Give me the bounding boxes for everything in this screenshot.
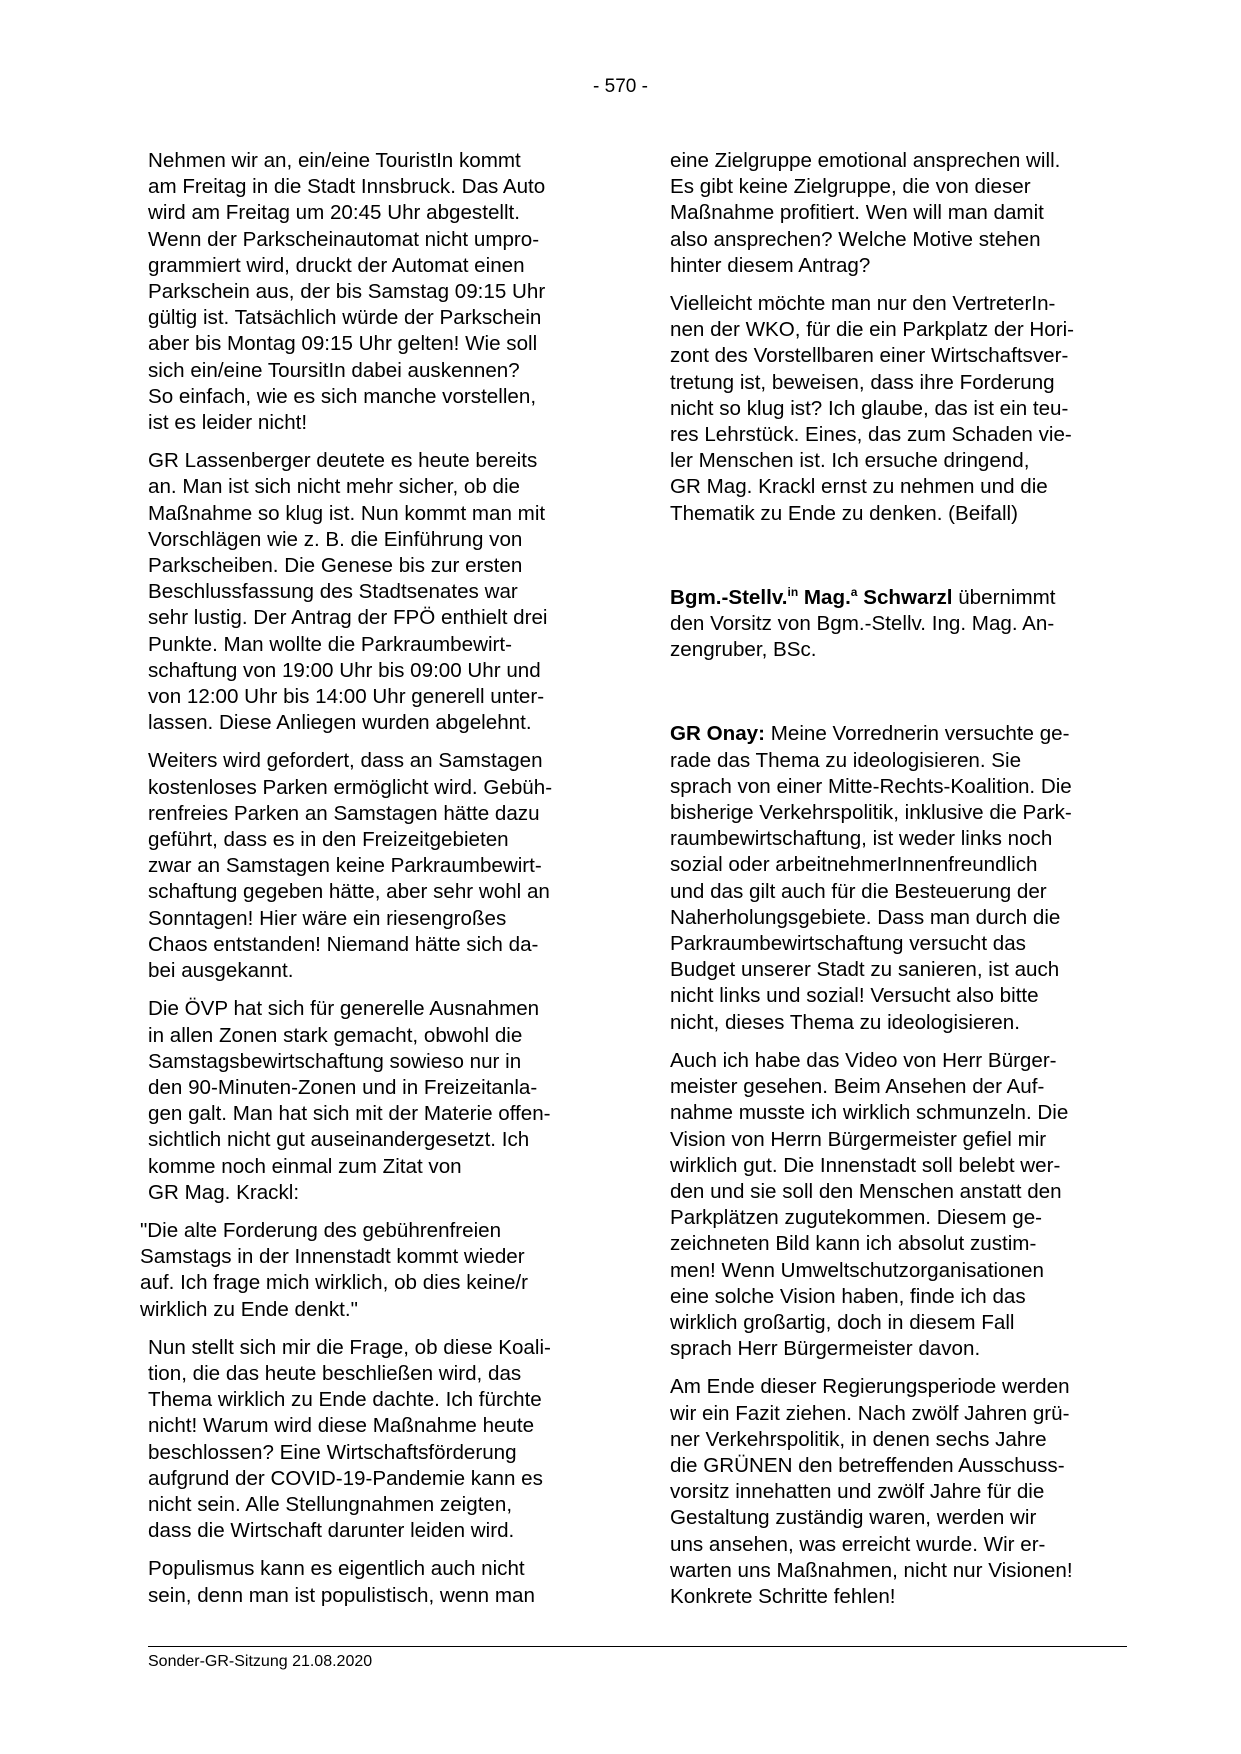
paragraph: Auch ich habe das Video von Herr Bürger- meister gesehen. Beim Ansehen der Auf- nahme musste ich wirklich schmunzeln. Die Vision von Herrn Bürgermeister gefiel mir wirklich gut. Die Innenstadt soll belebt wer- den und sie soll den Menschen anstatt den Parkplätzen zugutekommen. Diesem ge- zeichneten Bild kann ich absolut zustim- men! Wenn Umweltschutzorganisationen eine solche Vision haben, finde ich das wirklich großartig, doch in diesem Fall sprach Herr Bürgermeister davon. <box>670 1048 1069 1361</box>
spacer <box>670 675 1130 721</box>
page-number: - 570 - <box>593 76 648 97</box>
paragraph: Am Ende dieser Regierungsperiode werden wir ein Fazit ziehen. Nach zwölf Jahren grü- ner Verkehrspolitik, in denen sechs Jahre die GRÜNEN den betreffenden Ausschuss- vorsitz innehatten und zwölf Jahre für die Gestaltung zuständig waren, werden wir uns ansehen, was erreicht wurde. Wir er- warten uns Maßnahmen, nicht nur Visionen! Konkrete Schritte fehlen! <box>670 1375 1073 1608</box>
paragraph: Weiters wird gefordert, dass an Samstagen kostenloses Parken ermöglicht wird. Gebüh- renfreies Parken an Samstagen hätte dazu geführt, dass es in den Freizeitgebieten zwar an Samstagen keine Parkraumbewirt- schaftung gegeben hätte, aber sehr wohl an Sonntagen! Hier wäre ein riesengroßes Chaos entstanden! Niemand hätte sich da- bei ausgekannt. <box>148 749 553 983</box>
paragraph: Nehmen wir an, ein/eine TouristIn kommt am Freitag in die Stadt Innsbruck. Das Auto wird am Freitag um 20:45 Uhr abgestellt. Wenn der Parkscheinautomat nicht umpro- grammiert wird, druckt der Automat einen Parkschein aus, der bis Samstag 09:15 Uhr gültig ist. Tatsächlich würde der Parkschein aber bis Montag 09:15 Uhr gelten! Wie soll sich ein/eine ToursitIn dabei auskennen? So einfach, wie es sich manche vorstellen, ist es leider nicht! <box>148 149 546 435</box>
paragraph: Nun stellt sich mir die Frage, ob diese Koali- tion, die das heute beschließen wird, das Thema wirklich zu Ende dachte. Ich fürchte nicht! Warum wird diese Maßnahme heute beschlossen? Eine Wirtschaftsförderung aufgrund der COVID-19-Pandemie kann es nicht sein. Alle Stellungnahmen zeigten, dass die Wirtschaft darunter leiden wird. <box>148 1335 551 1543</box>
left-column <box>140 148 588 1621</box>
right-column <box>670 148 1130 1622</box>
footer-divider <box>148 1646 1127 1647</box>
speaker-name: GR Onay: <box>670 722 765 746</box>
chair-change-notice: Bgm.-Stellv.$^{in}$ Mag.$^a$ Schwarzl übernimmt den Vorsitz von Bgm.-Stellv. Ing. Mag. An- zengruber, BSc. <box>670 584 1056 662</box>
paragraph: eine Zielgruppe emotional ansprechen will. Es gibt keine Zielgruppe, die von dieser Maßnahme profitiert. Wen will man damit also ansprechen? Welche Motive stehen hinter diesem Antrag? <box>670 149 1061 277</box>
paragraph: Vielleicht möchte man nur den VertreterIn- nen der WKO, für die ein Parkplatz der Hori- zont des Vorstellbaren einer Wirtschaftsver- tretung ist, beweisen, dass ihre Forderung nicht so klug ist? Ich glaube, das ist ein teu- res Lehrstück. Eines, das zum Schaden vie- ler Menschen ist. Ich ersuche dringend, GR Mag. Krackl ernst zu nehmen und die Thematik zu Ende zu denken. (Beifall) <box>670 292 1075 525</box>
spacer <box>670 539 1130 585</box>
speech-onay: GR Onay: Meine Vorrednerin versuchte ge- rade das Thema zu ideologisieren. Sie sprach von einer Mitte-Rechts-Koalition. Die bisherige Verkehrspolitik, inklusive die Park- raumbewirtschaftung, ist weder links noch sozial oder arbeitnehmerInnenfreundlich und das gilt auch für die Besteuerung der Naherholungsgebiete. Dass man durch die Parkraumbewirtschaftung versucht das Budget unserer Stadt zu sanieren, ist auch nicht links und sozial! Versucht also bitte nicht, dieses Thema zu ideologisieren. <box>670 722 1072 1034</box>
paragraph: Die ÖVP hat sich für generelle Ausnahmen in allen Zonen stark gemacht, obwohl die Samstagsbewirtschaftung sowieso nur in den 90-Minuten-Zonen und in Freizeitanla- gen galt. Man hat sich mit der Materie offen- sichtlich nicht gut auseinandergesetzt. Ich komme noch einmal zum Zitat von GR Mag. Krackl: <box>148 997 551 1204</box>
footer: Sonder-GR-Sitzung 21.08.2020 <box>148 1653 373 1670</box>
quote: "Die alte Forderung des gebührenfreien Samstags in der Innenstadt kommt wieder auf. Ich frage mich wirklich, ob dies keine/r wirklich zu Ende denkt." <box>140 1218 529 1321</box>
paragraph: GR Lassenberger deutete es heute bereits an. Man ist sich nicht mehr sicher, ob die Maßnahme so klug ist. Nun kommt man mit Vorschlägen wie z. B. die Einführung von Parkscheiben. Die Genese bis zur ersten Beschlussfassung des Stadtsenates war sehr lustig. Der Antrag der FPÖ enthielt drei Punkte. Man wollte die Parkraumbewirt- schaftung von 19:00 Uhr bis 09:00 Uhr und von 12:00 Uhr bis 14:00 Uhr generell unter- lassen. Diese Anliegen wurden abgelehnt. <box>148 449 548 735</box>
paragraph: Populismus kann es eigentlich auch nicht sein, denn man ist populistisch, wenn man <box>148 1557 535 1607</box>
chair-name: Bgm.-Stellv.$^{in}$ Mag.$^a$ Schwarzl <box>670 584 953 609</box>
